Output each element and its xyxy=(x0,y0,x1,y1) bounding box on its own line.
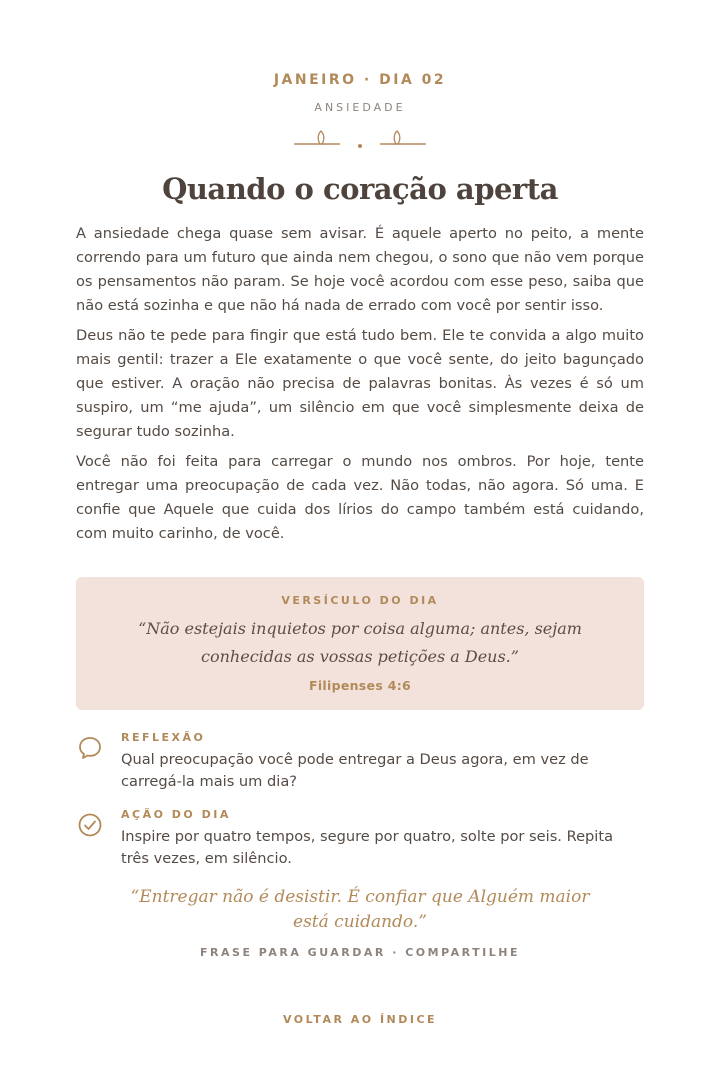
verse-label: VERSÍCULO DO DIA xyxy=(281,594,439,607)
share-caption[interactable]: FRASE PARA GUARDAR · COMPARTILHE xyxy=(200,946,520,959)
action-text: Inspire por quatro tempos, segure por quatro, solte por seis. Repita três vezes, em silêncio. xyxy=(121,828,614,867)
paragraph: Deus não te pede para fingir que está tudo bem. Ele te convida a algo muito mais gentil: trazer a Ele exatamente o que você sente, do jeito bagunçado que estiver. A oração não precisa de palavras bonitas. Às vezes é só um suspiro, um “me ajuda”, um silêncio em que você simplesmente deixa de segurar tudo sozinha. xyxy=(76,327,644,440)
leaf-divider-icon xyxy=(290,126,430,152)
date-kicker: JANEIRO · DIA 02 xyxy=(273,72,447,88)
paragraph: A ansiedade chega quase sem avisar. É aquele aperto no peito, a mente correndo para um futuro que ainda nem chegou, o sono que não vem porque os pensamentos não param. Se hoje você acordou com esse peso, saiba que não está sozinha e que não há nada de errado com você por sentir isso. xyxy=(76,225,644,314)
reflection-text: Qual preocupação você pode entregar a Deus agora, em vez de carregá-la mais um dia? xyxy=(121,751,589,790)
verse-card xyxy=(76,577,644,710)
action-label: AÇÃO DO DIA xyxy=(121,808,231,821)
reflection-label: REFLEXÃO xyxy=(121,731,206,744)
saved-quote: “Entregar não é desistir. É confiar que Alguém maior está cuidando.” xyxy=(130,887,590,932)
verse-reference: Filipenses 4:6 xyxy=(308,678,412,693)
check-circle-icon xyxy=(76,811,104,839)
paragraph: Você não foi feita para carregar o mundo nos ombros. Por hoje, tente entregar uma preocupação de cada vez. Não todas, não agora. Só uma. E confie que Aquele que cuida dos lírios do campo também está cuidando, com muito carinho, de você. xyxy=(76,453,644,542)
body-text xyxy=(76,222,644,552)
back-to-index-link[interactable]: VOLTAR AO ÍNDICE xyxy=(282,1013,438,1026)
page-title: Quando o coração aperta xyxy=(162,172,558,206)
speech-bubble-icon xyxy=(76,734,104,762)
verse-text: “Não estejais inquietos por coisa alguma; antes, sejam conhecidas as vossas petições a Deus.” xyxy=(138,619,582,666)
topic-label: ANSIEDADE xyxy=(314,101,406,114)
